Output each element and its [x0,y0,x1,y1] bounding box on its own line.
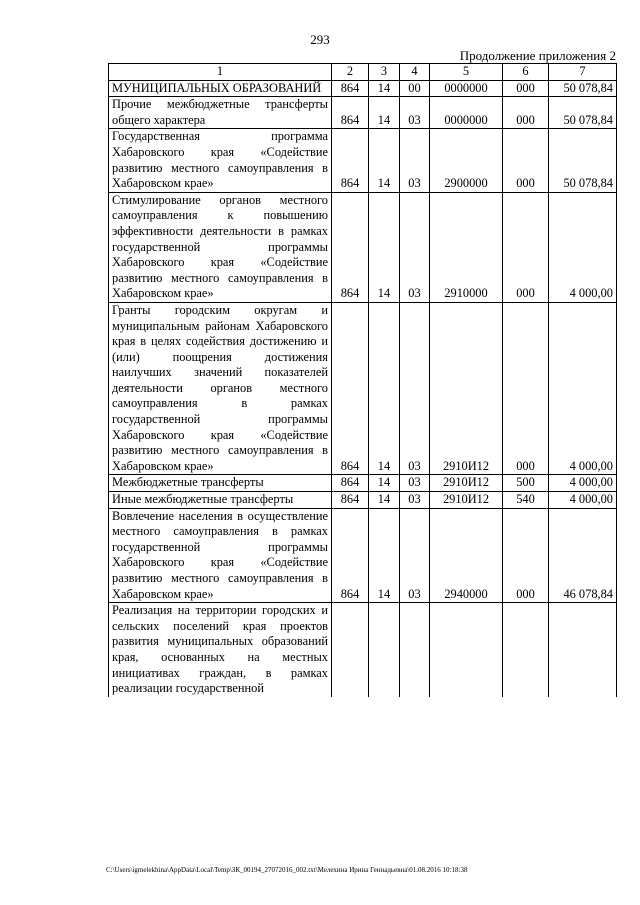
table-header-row [109,64,617,81]
row-subsection-code: 03 [400,492,430,509]
table-row [109,302,617,475]
row-target-article: 2910И12 [430,302,503,475]
row-subsection-code: 03 [400,129,430,192]
row-name: Стимулирование органов местного самоуправления к повышению эффективности деятельности в рамках государственной программы Хабаровского края «Содействие развитию местного самоуправления в Хабаровском крае» [109,192,332,302]
column-header: 3 [369,64,400,81]
file-path-footer: C:\Users\igmelekhina\AppData\Local\Temp\ЗК_00194_27072016_002.txt\Мелехина Ирина Геннадьевна\01.08.2016 10:18:38 [106,866,468,874]
row-expense-type [503,603,549,697]
table-row [109,192,617,302]
row-target-article: 2900000 [430,129,503,192]
row-section-code: 14 [369,302,400,475]
row-ministry-code: 864 [332,192,369,302]
row-subsection-code: 03 [400,475,430,492]
row-ministry-code: 864 [332,492,369,509]
row-ministry-code: 864 [332,508,369,603]
column-header: 7 [549,64,617,81]
row-name: МУНИЦИПАЛЬНЫХ ОБРАЗОВАНИЙ [109,80,332,97]
row-target-article [430,603,503,697]
row-ministry-code: 864 [332,80,369,97]
row-target-article: 2910И12 [430,492,503,509]
row-target-article: 2910000 [430,192,503,302]
row-section-code: 14 [369,80,400,97]
table-row [109,508,617,603]
table-row [109,97,617,129]
appendix-continuation-note: Продолжение приложения 2 [459,48,616,63]
table-row [109,492,617,509]
row-name: Гранты городским округам и муниципальным районам Хабаровского края в целях содействия достижению и (или) поощрения достижения наилучших значений показателей деятельности органов местного самоуправления в рамках государственной программы Хабаровского края «Содействие развитию местного самоуправления в Хабаровском крае» [109,302,332,475]
row-section-code [369,603,400,697]
row-name: Вовлечение населения в осуществление местного самоуправления в рамках государственной программы Хабаровского края «Содействие развитию местного самоуправления в Хабаровском крае» [109,508,332,603]
row-subsection-code [400,603,430,697]
row-amount: 4 000,00 [549,302,617,475]
budget-table [108,63,617,697]
row-subsection-code: 00 [400,80,430,97]
table-row [109,603,617,697]
row-amount: 4 000,00 [549,192,617,302]
row-section-code: 14 [369,97,400,129]
row-amount: 4 000,00 [549,475,617,492]
row-expense-type: 540 [503,492,549,509]
row-subsection-code: 03 [400,508,430,603]
row-name: Иные межбюджетные трансферты [109,492,332,509]
row-name: Реализация на территории городских и сельских поселений края проектов развития муниципальных образований края, основанных на местных инициативах граждан, в рамках реализации государственной [109,603,332,697]
row-section-code: 14 [369,475,400,492]
row-target-article: 0000000 [430,80,503,97]
row-target-article: 2910И12 [430,475,503,492]
row-subsection-code: 03 [400,302,430,475]
row-expense-type: 000 [503,508,549,603]
column-header: 4 [400,64,430,81]
row-subsection-code: 03 [400,97,430,129]
row-amount: 50 078,84 [549,80,617,97]
table-row [109,475,617,492]
row-ministry-code: 864 [332,302,369,475]
row-subsection-code: 03 [400,192,430,302]
row-amount [549,603,617,697]
row-ministry-code: 864 [332,97,369,129]
row-name: Государственная программа Хабаровского края «Содействие развитию местного самоуправления в Хабаровском крае» [109,129,332,192]
column-header: 1 [109,64,332,81]
row-amount: 46 078,84 [549,508,617,603]
row-target-article: 0000000 [430,97,503,129]
row-ministry-code: 864 [332,129,369,192]
row-name: Прочие межбюджетные трансферты общего характера [109,97,332,129]
page-number: 293 [310,32,330,47]
row-amount: 50 078,84 [549,97,617,129]
row-amount: 4 000,00 [549,492,617,509]
row-amount: 50 078,84 [549,129,617,192]
row-ministry-code: 864 [332,475,369,492]
row-section-code: 14 [369,508,400,603]
row-section-code: 14 [369,129,400,192]
row-section-code: 14 [369,492,400,509]
column-header: 6 [503,64,549,81]
row-expense-type: 000 [503,129,549,192]
row-section-code: 14 [369,192,400,302]
row-expense-type: 000 [503,97,549,129]
row-expense-type: 000 [503,80,549,97]
row-target-article: 2940000 [430,508,503,603]
table-row [109,129,617,192]
row-expense-type: 500 [503,475,549,492]
column-header: 2 [332,64,369,81]
column-header: 5 [430,64,503,81]
row-name: Межбюджетные трансферты [109,475,332,492]
row-expense-type: 000 [503,192,549,302]
row-expense-type: 000 [503,302,549,475]
table-row [109,80,617,97]
row-ministry-code [332,603,369,697]
